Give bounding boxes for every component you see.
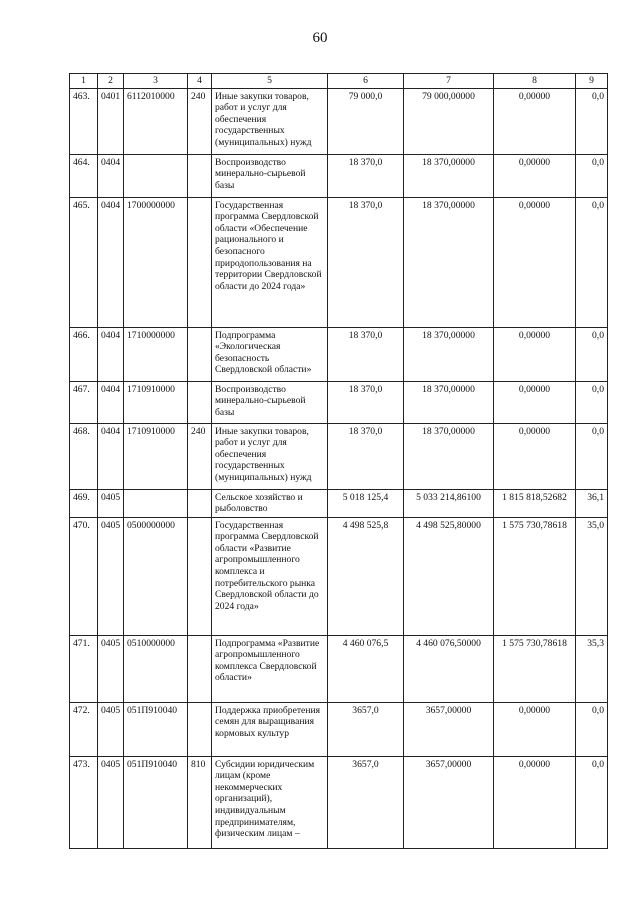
row-number: 469.	[70, 489, 98, 517]
expense-type-code: 240	[188, 423, 212, 489]
expense-type-code	[188, 517, 212, 635]
execution-percent: 35,0	[576, 517, 608, 635]
item-name: Государственная программа Свердловской области «Обеспечение рационального и безопасного природопользования на территории Свердловской области до 2024 года»	[212, 197, 328, 327]
section-code: 0404	[98, 327, 124, 381]
execution-percent: 0,0	[576, 381, 608, 423]
specified-amount: 3657,00000	[404, 756, 494, 848]
section-code: 0405	[98, 517, 124, 635]
item-name: Иные закупки товаров, работ и услуг для обеспечения государственных (муниципальных) нужд	[212, 88, 328, 154]
specified-amount: 4 460 076,50000	[404, 635, 494, 702]
column-header: 1	[70, 74, 98, 89]
plan-amount: 18 370,0	[328, 154, 404, 197]
column-header: 4	[188, 74, 212, 89]
execution-percent: 0,0	[576, 88, 608, 154]
plan-amount: 3657,0	[328, 756, 404, 848]
specified-amount: 5 033 214,86100	[404, 489, 494, 517]
execution-percent: 35,3	[576, 635, 608, 702]
section-code: 0404	[98, 154, 124, 197]
row-number: 464.	[70, 154, 98, 197]
execution-percent: 0,0	[576, 154, 608, 197]
table-row	[70, 702, 608, 756]
plan-amount: 18 370,0	[328, 423, 404, 489]
executed-amount: 0,00000	[494, 327, 576, 381]
section-code: 0405	[98, 635, 124, 702]
executed-amount: 1 815 818,52682	[494, 489, 576, 517]
column-header: 7	[404, 74, 494, 89]
specified-amount: 4 498 525,80000	[404, 517, 494, 635]
target-code: 6112010000	[124, 88, 188, 154]
table-row	[70, 88, 608, 154]
execution-percent: 0,0	[576, 327, 608, 381]
target-code: 1710000000	[124, 327, 188, 381]
section-code: 0404	[98, 423, 124, 489]
item-name: Сельское хозяйство и рыболовство	[212, 489, 328, 517]
item-name: Воспроизводство минерально-сырьевой базы	[212, 154, 328, 197]
target-code: 051П910040	[124, 702, 188, 756]
row-number: 466.	[70, 327, 98, 381]
row-number: 467.	[70, 381, 98, 423]
target-code: 0510000000	[124, 635, 188, 702]
table-row	[70, 197, 608, 327]
target-code	[124, 489, 188, 517]
plan-amount: 18 370,0	[328, 381, 404, 423]
row-number: 471.	[70, 635, 98, 702]
row-number: 472.	[70, 702, 98, 756]
specified-amount: 18 370,00000	[404, 154, 494, 197]
executed-amount: 0,00000	[494, 702, 576, 756]
table-header-row	[70, 74, 608, 89]
plan-amount: 3657,0	[328, 702, 404, 756]
section-code: 0405	[98, 756, 124, 848]
column-header: 5	[212, 74, 328, 89]
item-name: Иные закупки товаров, работ и услуг для обеспечения государственных (муниципальных) нужд	[212, 423, 328, 489]
section-code: 0401	[98, 88, 124, 154]
budget-table	[69, 73, 608, 849]
plan-amount: 5 018 125,4	[328, 489, 404, 517]
section-code: 0404	[98, 197, 124, 327]
row-number: 470.	[70, 517, 98, 635]
plan-amount: 18 370,0	[328, 197, 404, 327]
plan-amount: 18 370,0	[328, 327, 404, 381]
plan-amount: 4 498 525,8	[328, 517, 404, 635]
executed-amount: 0,00000	[494, 154, 576, 197]
specified-amount: 18 370,00000	[404, 381, 494, 423]
executed-amount: 1 575 730,78618	[494, 635, 576, 702]
executed-amount: 0,00000	[494, 197, 576, 327]
target-code: 051П910040	[124, 756, 188, 848]
executed-amount: 0,00000	[494, 423, 576, 489]
expense-type-code: 810	[188, 756, 212, 848]
table-row	[70, 423, 608, 489]
row-number: 468.	[70, 423, 98, 489]
expense-type-code	[188, 197, 212, 327]
expense-type-code	[188, 154, 212, 197]
item-name: Субсидии юридическим лицам (кроме некоммерческих организаций), индивидуальным предпринимателям, физическим лицам –	[212, 756, 328, 848]
specified-amount: 79 000,00000	[404, 88, 494, 154]
table-row	[70, 381, 608, 423]
executed-amount: 1 575 730,78618	[494, 517, 576, 635]
table-row	[70, 517, 608, 635]
row-number: 465.	[70, 197, 98, 327]
expense-type-code	[188, 489, 212, 517]
target-code: 0500000000	[124, 517, 188, 635]
item-name: Воспроизводство минерально-сырьевой базы	[212, 381, 328, 423]
column-header: 6	[328, 74, 404, 89]
item-name: Государственная программа Свердловской области «Развитие агропромышленного комплекса и потребительского рынка Свердловской области до 2024 года»	[212, 517, 328, 635]
item-name: Поддержка приобретения семян для выращивания кормовых культур	[212, 702, 328, 756]
execution-percent: 0,0	[576, 702, 608, 756]
expense-type-code	[188, 635, 212, 702]
executed-amount: 0,00000	[494, 381, 576, 423]
table-row	[70, 635, 608, 702]
expense-type-code	[188, 702, 212, 756]
specified-amount: 18 370,00000	[404, 423, 494, 489]
execution-percent: 0,0	[576, 756, 608, 848]
table-row	[70, 327, 608, 381]
specified-amount: 3657,00000	[404, 702, 494, 756]
target-code: 1700000000	[124, 197, 188, 327]
table-row	[70, 756, 608, 848]
target-code	[124, 154, 188, 197]
column-header: 8	[494, 74, 576, 89]
expense-type-code	[188, 381, 212, 423]
row-number: 473.	[70, 756, 98, 848]
section-code: 0405	[98, 702, 124, 756]
execution-percent: 36,1	[576, 489, 608, 517]
expense-type-code	[188, 327, 212, 381]
row-number: 463.	[70, 88, 98, 154]
column-header: 2	[98, 74, 124, 89]
expense-type-code: 240	[188, 88, 212, 154]
specified-amount: 18 370,00000	[404, 197, 494, 327]
executed-amount: 0,00000	[494, 756, 576, 848]
target-code: 1710910000	[124, 381, 188, 423]
column-header: 9	[576, 74, 608, 89]
execution-percent: 0,0	[576, 423, 608, 489]
target-code: 1710910000	[124, 423, 188, 489]
page-number: 60	[312, 30, 328, 46]
item-name: Подпрограмма «Экологическая безопасность Свердловской области»	[212, 327, 328, 381]
execution-percent: 0,0	[576, 197, 608, 327]
table-row	[70, 489, 608, 517]
specified-amount: 18 370,00000	[404, 327, 494, 381]
column-header: 3	[124, 74, 188, 89]
plan-amount: 79 000,0	[328, 88, 404, 154]
section-code: 0405	[98, 489, 124, 517]
plan-amount: 4 460 076,5	[328, 635, 404, 702]
item-name: Подпрограмма «Развитие агропромышленного комплекса Свердловской области»	[212, 635, 328, 702]
table-row	[70, 154, 608, 197]
executed-amount: 0,00000	[494, 88, 576, 154]
section-code: 0404	[98, 381, 124, 423]
